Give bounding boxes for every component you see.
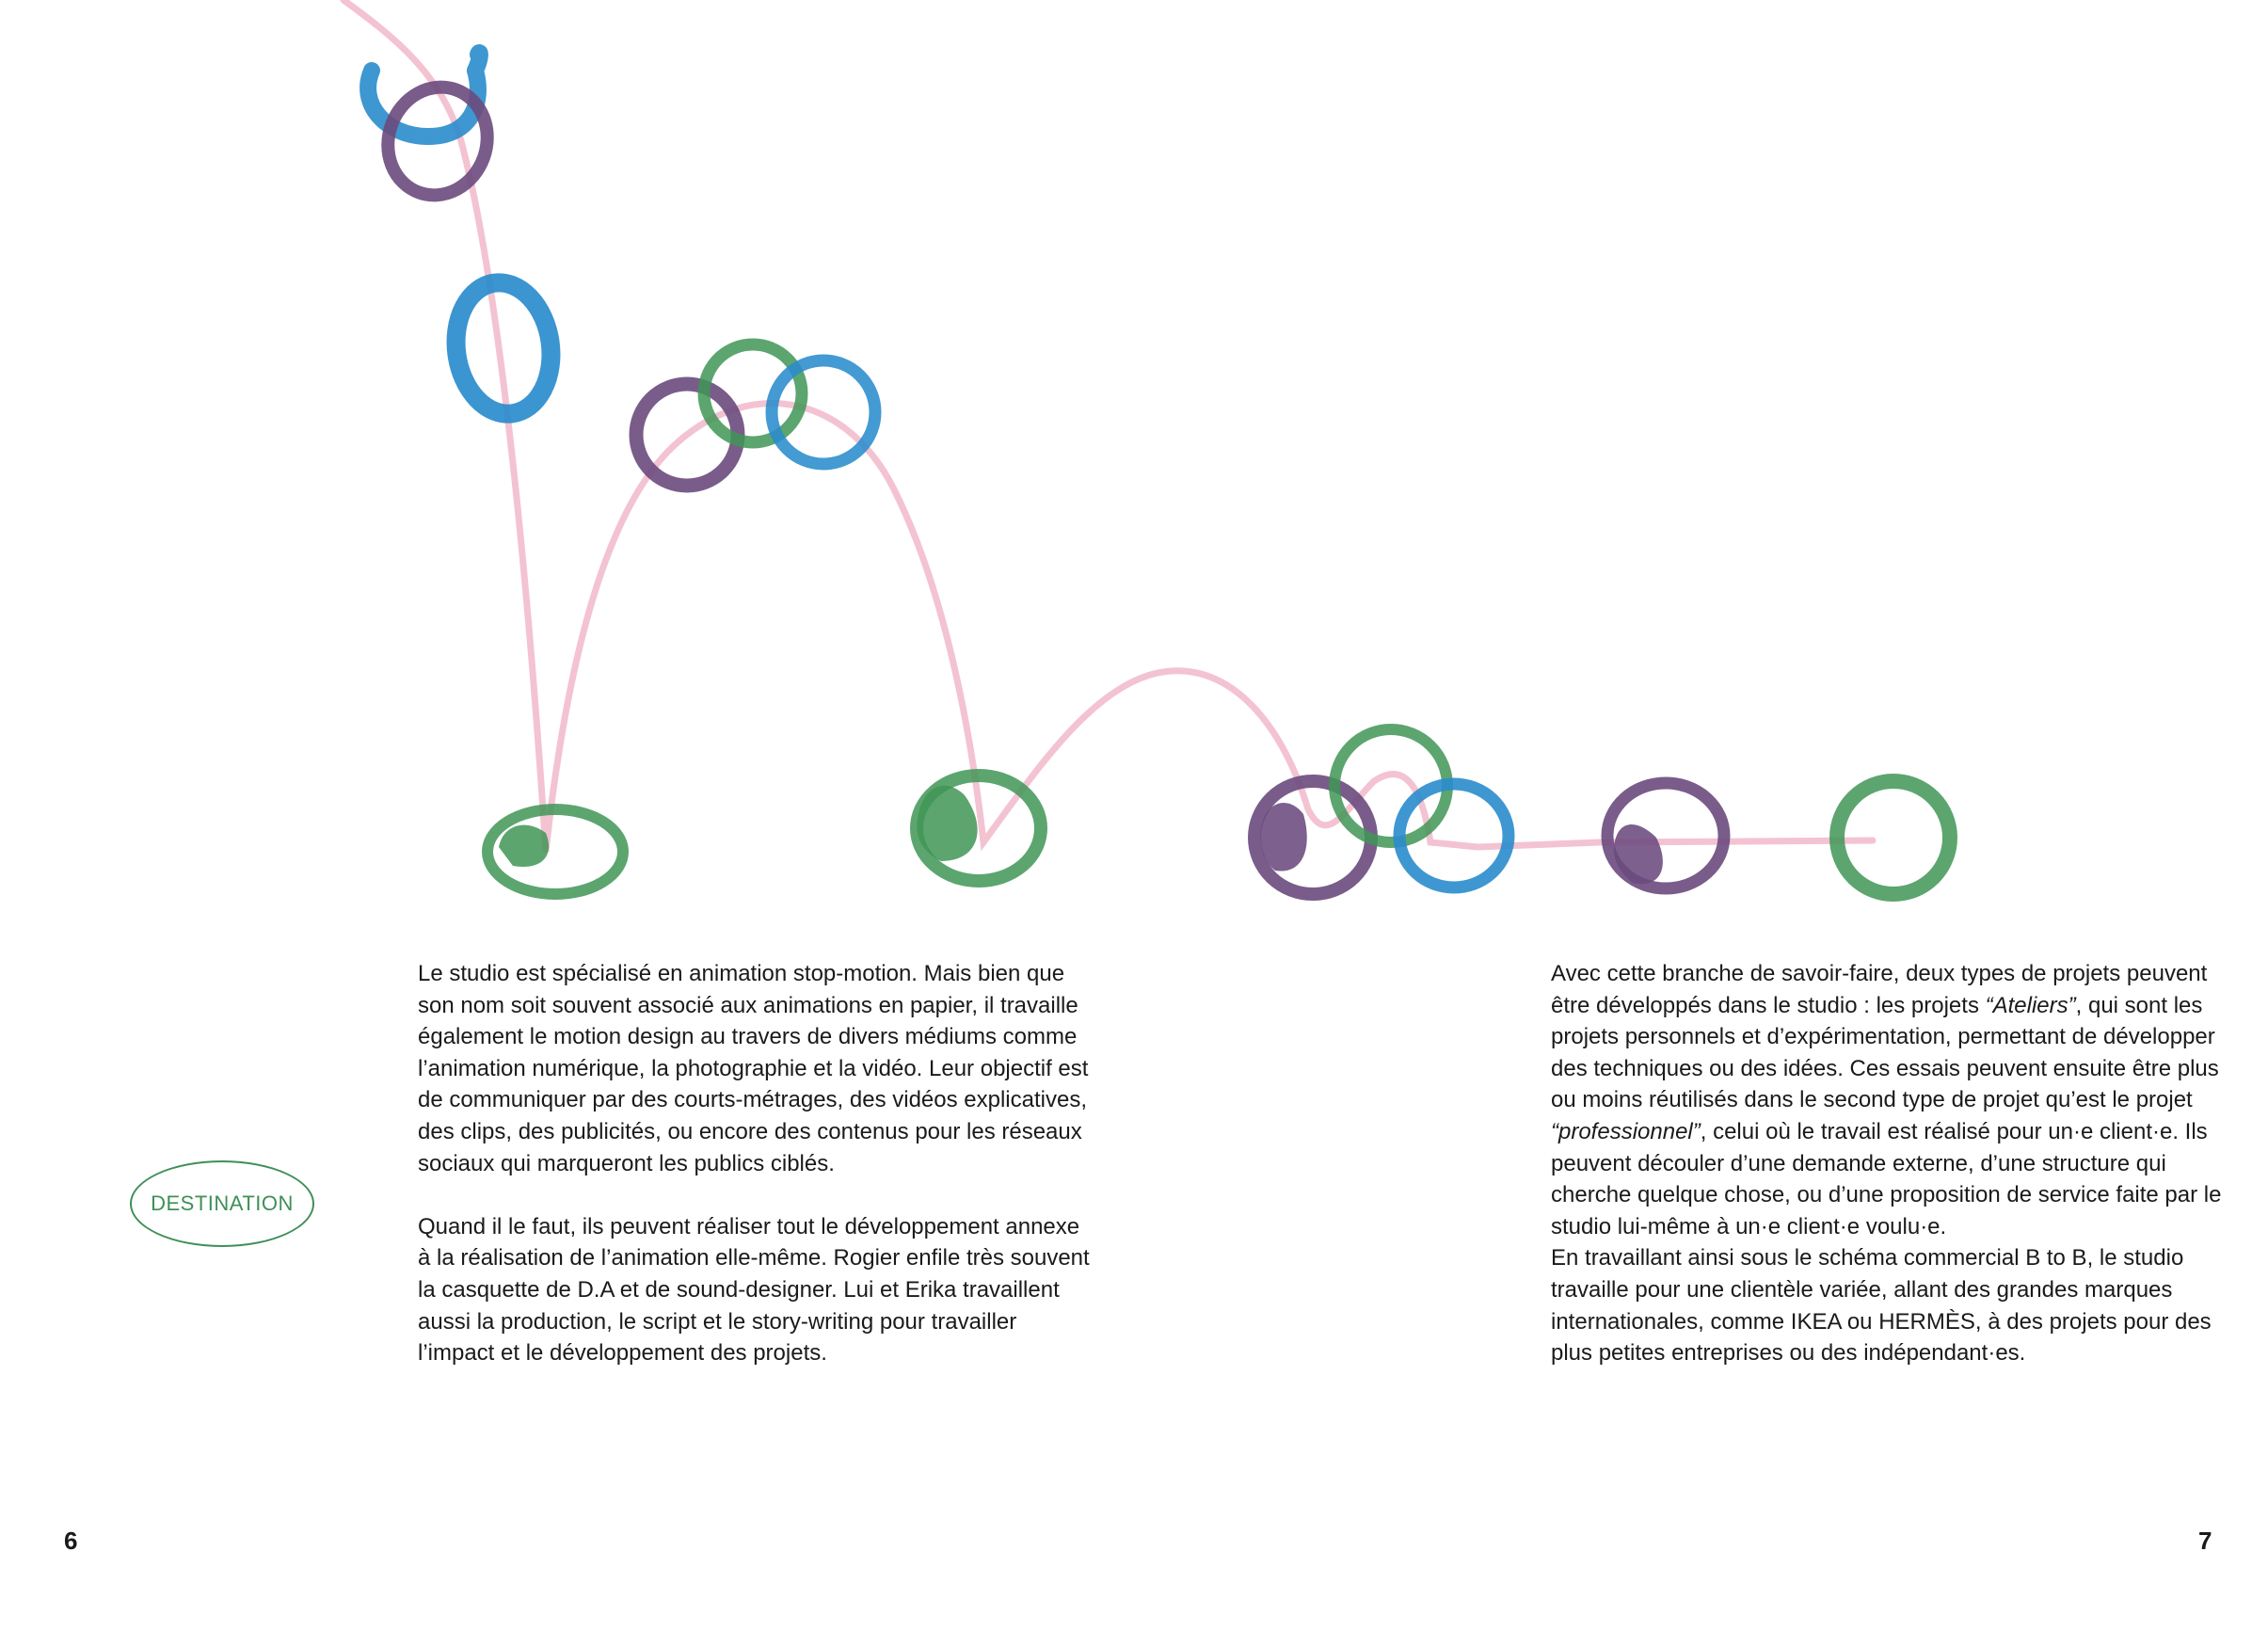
right-paragraph-1 xyxy=(1551,958,2228,1242)
right-column-text xyxy=(1551,958,2228,1369)
ring-green-2 xyxy=(487,809,623,894)
ring-purple-4 xyxy=(1607,783,1724,888)
right-p1-emphasis-professionnel: “professionnel” xyxy=(1551,1118,1701,1144)
right-p1-text-b: , qui sont les projets personnels et d’expérimentation, permettant de développer des techniques ou des idées. Ces essais peuvent ensuite être plus ou moins réutilisés dans le second type de projet qu’est le projet xyxy=(1551,992,2219,1113)
left-column-text xyxy=(418,958,1095,1369)
right-p1-text-a: Avec cette branche de savoir-faire, deux types de projets peuvent être développés dans le studio : les projets xyxy=(1551,961,2208,1018)
ring-purple-3 xyxy=(1254,781,1371,894)
right-p1-emphasis-ateliers: “Ateliers” xyxy=(1985,992,2076,1018)
page-number-right: 7 xyxy=(2198,1527,2212,1555)
left-paragraph-2: Quand il le faut, ils peuvent réaliser tout le développement annexe à la réalisation de l’animation elle-même. Rogier enfile très souvent la casquette de D.A et de sound-designer. Lui et Erika travaillent aussi la production, le script et le story-writing pour travailler l’impact et le développement des projets. xyxy=(418,1213,1090,1367)
destination-badge-label: DESTINATION xyxy=(151,1191,294,1215)
destination-badge xyxy=(130,1160,314,1247)
trajectory-line xyxy=(343,0,1873,852)
right-paragraph-2: En travaillant ainsi sous le schéma commercial B to B, le studio travaille pour une clientèle variée, allant des grandes marques internationales, comme IKEA ou HERMÈS, à des projets pour des plus petites entreprises ou des indépendant·es. xyxy=(1551,1245,2212,1367)
left-paragraph-1: Le studio est spécialisé en animation stop-motion. Mais bien que son nom soit souvent associé aux animations en papier, il travaille également le motion design au travers de divers médiums comme l’animation numérique, la photographie et la vidéo. Leur objectif est de communiquer par des courts-métrages, des vidéos explicatives, des clips, des publicités, ou encore des contenus pour les réseaux sociaux qui marqueront les publics ciblés. xyxy=(418,961,1089,1176)
right-p1-text-c: , celui où le travail est réalisé pour un·e client·e. Ils peuvent découler d’une demande externe, d’une structure qui cherche quelque chose, ou d’une proposition de service faite par le studio lui-même à un·e client·e voulu·e. xyxy=(1551,1118,2222,1239)
page-number-left: 6 xyxy=(64,1527,78,1555)
